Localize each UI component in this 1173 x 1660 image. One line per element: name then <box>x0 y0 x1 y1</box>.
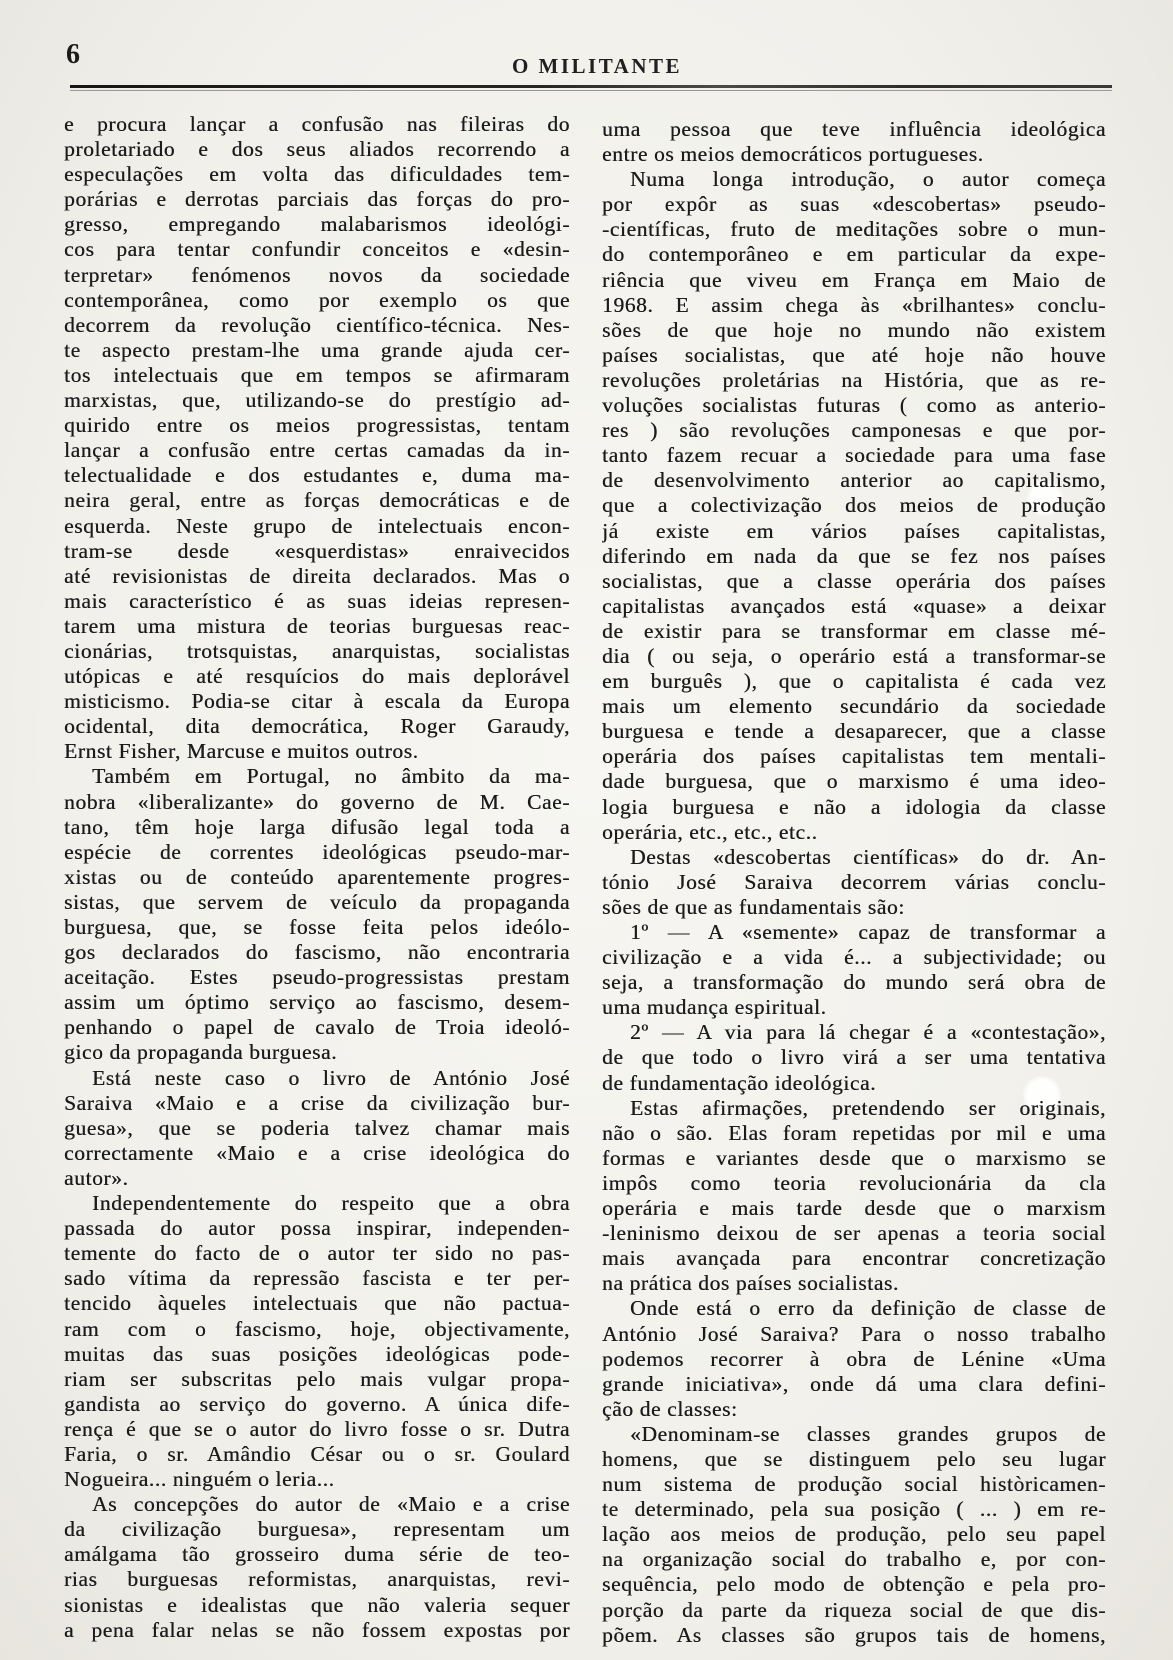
paragraph <box>64 764 570 1065</box>
text-line: diferindo em nada da que se fez nos países <box>602 543 1106 568</box>
text-line: dia ( ou seja, o operário está a transformar-se <box>602 643 1106 668</box>
text-line: António José Saraiva? Para o nosso trabalho <box>602 1321 1106 1346</box>
text-line: já existe em vários países capitalistas, <box>602 518 1106 543</box>
text-line: mais avançada para encontrar concretização <box>602 1246 1106 1271</box>
text-line: a pena falar nelas se não fossem expostas por <box>64 1617 570 1642</box>
text-line: te determinado, pela sua posição ( ... ) em re- <box>602 1497 1106 1522</box>
text-line: 1º — A «semente» capaz de transformar a <box>630 920 1106 944</box>
text-line: capitalistas avançados está «quase» a deixar <box>602 593 1106 618</box>
text-line: logia burguesa e não a idologia da classe <box>602 794 1106 819</box>
header-rule-thin <box>70 90 1112 91</box>
text-line: proletariado e dos seus aliados recorrendo a <box>64 137 570 162</box>
text-line: Saraiva «Maio e a crise da civilização bur- <box>64 1090 570 1115</box>
text-line: -leninismo deixou de ser apenas a teoria social <box>602 1221 1106 1246</box>
text-line: porção da parte da riqueza social de que dis- <box>602 1597 1106 1622</box>
text-line: até revisionistas de direita declarados. Mas o <box>64 563 570 588</box>
text-line: socialistas, que a classe operária dos países <box>602 568 1106 593</box>
text-line: põem. As classes são grupos tais de homens, <box>602 1622 1106 1647</box>
text-line: do contemporâneo e em particular da expe- <box>602 242 1106 267</box>
text-line: operária, etc., etc., etc.. <box>602 819 818 844</box>
text-line: formas e variantes desde que o marxismo se <box>602 1145 1106 1170</box>
text-line: sado vítima da repressão fascista e ter per- <box>64 1266 570 1291</box>
text-line: uma pessoa que teve influência ideológica <box>602 117 1106 141</box>
text-line: quirido entre os meios progressistas, tentam <box>64 413 570 438</box>
text-line: tos intelectuais que em tempos se afirmaram <box>64 362 570 387</box>
header-rule <box>70 85 1112 88</box>
text-line: terpretar» fenómenos novos da sociedade <box>64 262 570 287</box>
text-line: Ernst Fisher, Marcuse e muitos outros. <box>64 739 419 764</box>
text-line: gico da propaganda burguesa. <box>64 1040 338 1065</box>
text-line: neira geral, entre as forças democráticas e de <box>64 488 570 513</box>
text-line: operária e mais tarde desde que o marxism <box>602 1196 1106 1221</box>
text-line: voluções socialistas futuras ( como as anterio- <box>602 393 1106 418</box>
text-line: cionárias, trotsquistas, anarquistas, socialistas <box>64 638 570 663</box>
text-line: tónio José Saraiva decorrem várias conclu- <box>602 869 1106 894</box>
text-line: xistas ou de conteúdo aparentemente progres- <box>64 864 570 889</box>
text-line: porárias e derrotas parciais das forças do pro- <box>64 187 570 212</box>
text-line: Está neste caso o livro de António José <box>92 1065 570 1090</box>
text-line: gos declarados do fascismo, não encontraria <box>64 940 570 965</box>
text-line: guesa», que se poderia talvez chamar mais <box>64 1115 570 1140</box>
text-line: passada do autor possa inspirar, independen- <box>64 1216 570 1241</box>
text-line: nobra «liberalizante» do governo de M. Cae- <box>64 789 570 814</box>
text-line: na organização social do trabalho e, por con- <box>602 1547 1106 1572</box>
paragraph <box>602 1020 1106 1095</box>
paragraph <box>602 845 1106 920</box>
text-line: utópicas e até resquícios do mais deplorável <box>64 664 570 689</box>
text-line: esquerda. Neste grupo de intelectuais encon- <box>64 513 570 538</box>
text-line: num sistema de produção social històricamen- <box>602 1472 1106 1497</box>
text-line: tram-se desde «esquerdistas» enraivecidos <box>64 538 570 563</box>
text-line: dade burguesa, que o marxismo é uma ideo- <box>602 769 1106 794</box>
text-line: Numa longa introdução, o autor começa <box>630 167 1106 192</box>
publication-title: O MILITANTE <box>511 54 683 78</box>
text-line: lação aos meios de produção, pelo seu papel <box>602 1522 1106 1547</box>
text-line: tano, têm hoje larga difusão legal toda a <box>64 814 570 839</box>
text-line: sionistas e idealistas que não valeria sequer <box>64 1592 570 1617</box>
text-line: Independentemente do respeito que a obra <box>92 1191 570 1216</box>
text-line: e procura lançar a confusão nas fileiras do <box>64 112 570 136</box>
paragraph <box>64 1191 570 1492</box>
text-line: decorrem da revolução científico-técnica. Nes- <box>64 312 570 337</box>
text-line: te aspecto prestam-lhe uma grande ajuda cer- <box>64 337 570 362</box>
text-line: impôs como teoria revolucionária da cla <box>602 1170 1106 1195</box>
text-line: gandista ao serviço do governo. A única dife- <box>64 1391 570 1416</box>
paragraph <box>64 1492 570 1643</box>
text-line: mais um elemento secundário da sociedade <box>602 694 1106 719</box>
text-line: ocidental, dita democrática, Roger Garaudy, <box>64 714 570 739</box>
text-line: grande iniciativa», onde dá uma clara defini- <box>602 1371 1106 1396</box>
text-line: «Denominam-se classes grandes grupos de <box>630 1421 1106 1446</box>
page-number: 6 <box>66 39 80 70</box>
right-text-column <box>602 117 1106 1648</box>
text-line: telectualidade e dos estudantes e, duma ma- <box>64 463 570 488</box>
text-line: tencido àqueles intelectuais que não pactua- <box>64 1291 570 1316</box>
text-line: seja, a transformação do mundo será obra de <box>602 970 1106 995</box>
text-line: da civilização burguesa», representam um <box>64 1517 570 1542</box>
text-line: de fundamentação ideológica. <box>602 1070 877 1095</box>
text-line: sistas, que servem de veículo da propaganda <box>64 889 570 914</box>
text-line: res ) são revoluções camponesas e que por- <box>602 418 1106 443</box>
text-line: 1968. E assim chega às «brilhantes» conclu- <box>602 292 1106 317</box>
text-line: sequência, pelo modo de obtenção e pela pro- <box>602 1572 1106 1597</box>
text-line: autor». <box>64 1165 129 1190</box>
text-line: muitas das suas posições ideológicas pode- <box>64 1341 570 1366</box>
text-line: riência que viveu em França em Maio de <box>602 267 1106 292</box>
paragraph <box>602 117 1106 167</box>
text-line: especulações em volta das dificuldades tem- <box>64 162 570 187</box>
text-line: penhando o papel de cavalo de Troia ideoló- <box>64 1015 570 1040</box>
text-line: Estas afirmações, pretendendo ser originais, <box>630 1095 1106 1120</box>
text-line: correctamente «Maio e a crise ideológica do <box>64 1140 570 1165</box>
text-line: mais característico é as suas ideias represen- <box>64 588 570 613</box>
paragraph <box>602 1096 1106 1297</box>
text-line: cos para tentar confundir conceitos e «desin- <box>64 237 570 262</box>
text-line: de existir para se transformar em classe mé- <box>602 618 1106 643</box>
text-line: As concepções do autor de «Maio e a crise <box>92 1492 570 1517</box>
text-line: Faria, o sr. Amândio César ou o sr. Goulard <box>64 1441 570 1466</box>
paragraph <box>602 920 1106 1020</box>
paragraph <box>64 112 570 764</box>
text-line: espécie de correntes ideológicas pseudo-mar- <box>64 839 570 864</box>
text-line: ram com o fascismo, hoje, objectivamente, <box>64 1316 570 1341</box>
text-line: Também em Portugal, no âmbito da ma- <box>92 764 570 789</box>
text-line: Nogueira... ninguém o leria... <box>64 1467 335 1492</box>
text-line: Onde está o erro da definição de classe de <box>630 1296 1106 1321</box>
text-line: burguesa e tende a desaparecer, que a classe <box>602 719 1106 744</box>
text-line: -científicas, fruto de meditações sobre o mun- <box>602 217 1106 242</box>
paragraph <box>602 1422 1106 1648</box>
text-line: gresso, empregando malabarismos ideológi- <box>64 212 570 237</box>
text-line: 2º — A via para lá chegar é a «contestação», <box>630 1020 1106 1045</box>
paragraph <box>64 1066 570 1191</box>
text-line: em burguês ), que o capitalista é cada vez <box>602 669 1106 694</box>
text-line: riam ser subscritas pelo mais vulgar propa- <box>64 1366 570 1391</box>
text-line: rença é que se o autor do livro fosse o sr. Dutra <box>64 1416 570 1441</box>
text-line: de que todo o livro virá a ser uma tentativa <box>602 1045 1106 1070</box>
text-line: homens, que se distinguem pelo seu lugar <box>602 1446 1106 1471</box>
text-line: operária dos países capitalistas tem mentali- <box>602 744 1106 769</box>
text-line: misticismo. Podia-se citar à escala da Europa <box>64 689 570 714</box>
text-line: contemporânea, como por exemplo os que <box>64 287 570 312</box>
text-line: na prática dos países socialistas. <box>602 1271 899 1296</box>
text-line: sões de que hoje no mundo não existem <box>602 317 1106 342</box>
text-line: burguesa, que, se fosse feita pelos ideólo- <box>64 915 570 939</box>
text-line: revoluções proletárias na História, que as re- <box>602 367 1106 392</box>
text-line: marxistas, que, utilizando-se do prestígio ad- <box>64 388 570 413</box>
paragraph <box>602 1296 1106 1421</box>
text-line: países socialistas, que até hoje não houve <box>602 342 1106 367</box>
text-line: aceitação. Estes pseudo-progressistas prestam <box>64 965 570 990</box>
text-line: temente do facto de o autor ter sido no pas- <box>64 1241 570 1266</box>
left-text-column <box>64 112 570 1643</box>
text-line: lançar a confusão entre certas camadas da in- <box>64 438 570 463</box>
text-line: tanto fazem recuar a sociedade para uma fase <box>602 443 1106 468</box>
text-line: Destas «descobertas científicas» do dr. An- <box>630 844 1106 869</box>
paragraph <box>602 167 1106 845</box>
text-line: entre os meios democráticos portugueses. <box>602 142 984 167</box>
text-line: de desenvolvimento anterior ao capitalismo, <box>602 468 1106 493</box>
text-line: sões de que as fundamentais são: <box>602 894 905 919</box>
text-line: podemos recorrer à obra de Lénine «Uma <box>602 1346 1106 1371</box>
text-line: tarem uma mistura de teorias burguesas reac- <box>64 613 570 638</box>
text-line: ção de classes: <box>602 1396 738 1421</box>
text-line: amálgama tão grosseiro duma série de teo- <box>64 1542 570 1567</box>
text-line: rias burguesas reformistas, anarquistas, revi- <box>64 1567 570 1592</box>
text-line: uma mudança espiritual. <box>602 995 827 1020</box>
text-line: não o são. Elas foram repetidas por mil e uma <box>602 1120 1106 1145</box>
text-line: por expôr as suas «descobertas» pseudo- <box>602 192 1106 217</box>
text-line: que a colectivização dos meios de produção <box>602 493 1106 518</box>
text-line: civilização e a vida é... a subjectividade; ou <box>602 945 1106 970</box>
text-line: assim um óptimo serviço ao fascismo, desem- <box>64 990 570 1015</box>
